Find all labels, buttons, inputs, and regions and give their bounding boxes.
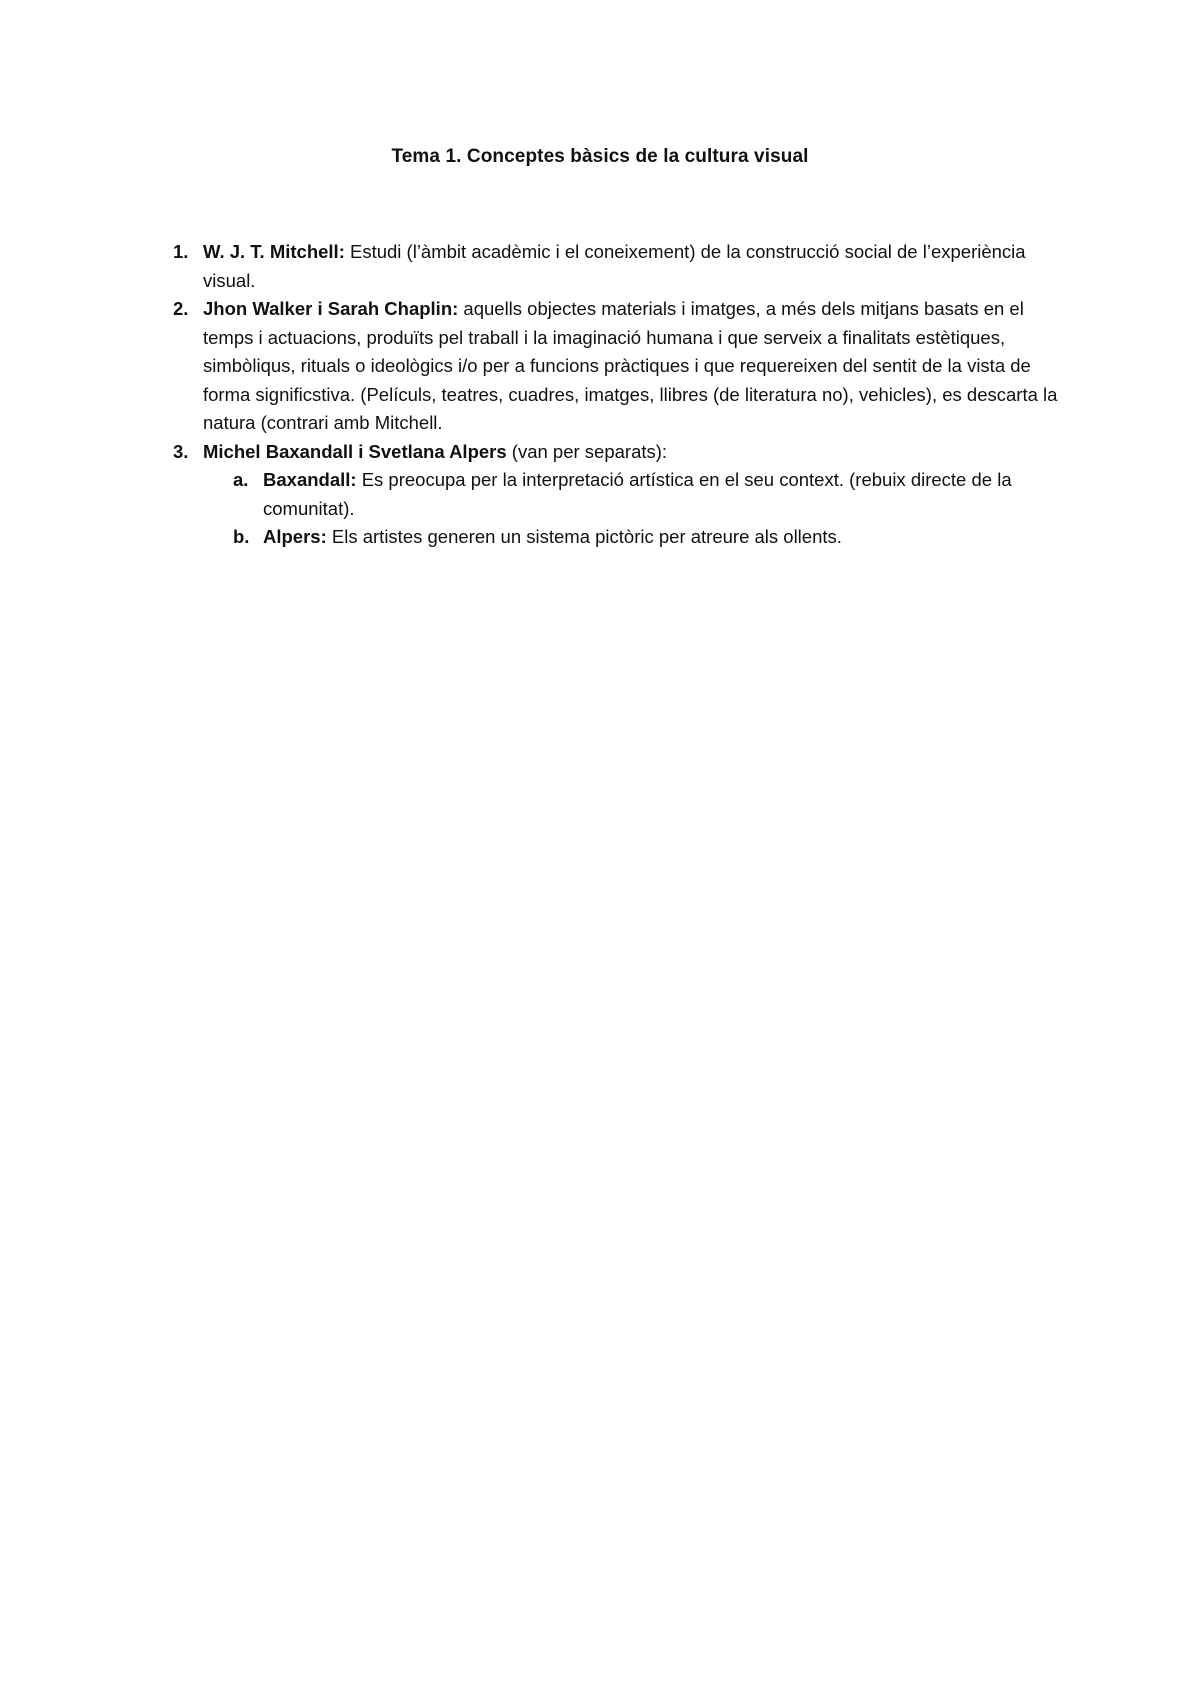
list-item-number: 1.: [173, 241, 189, 262]
list-item-number: 2.: [173, 298, 189, 319]
sub-list-item-author: Baxandall:: [263, 469, 357, 490]
list-item-author: Jhon Walker i Sarah Chaplin:: [203, 298, 459, 319]
sub-list-item-letter: b.: [233, 526, 250, 547]
sub-list-item: [233, 466, 1063, 523]
sub-list-item-letter: a.: [233, 469, 249, 490]
sub-list-item-author: Alpers:: [263, 526, 327, 547]
sub-list-item: [233, 523, 1063, 552]
list-item-author: W. J. T. Mitchell:: [203, 241, 345, 262]
list-item-text: (van per separats):: [506, 440, 668, 462]
sub-list-item-text: Es preocupa per la interpretació artística en el seu context. (rebuix directe de la comunitat).: [263, 469, 1012, 519]
list-item-text: Estudi (l’àmbit acadèmic i el coneixement) de la construcció social de l’experiència visual.: [203, 241, 1026, 291]
list-item-author: Michel Baxandall i Svetlana Alpers: [203, 440, 507, 462]
list-item: [173, 295, 1063, 438]
document-title: Tema 1. Conceptes bàsics de la cultura visual: [391, 146, 809, 167]
list-item-number: 3.: [173, 440, 189, 462]
list-item: [173, 238, 1063, 295]
sub-list-item-text: Els artistes generen un sistema pictòric per atreure als ollents.: [326, 526, 842, 547]
list-item: [173, 438, 1063, 467]
definitions-list: [173, 238, 1063, 552]
list-item-text: aquells objectes materials i imatges, a més dels mitjans basats en el temps i actuacions, produïts pel traball i la imaginació humana i que serveix a finalitats estètiques, simbòliqus, rituals o ideològics i/o per a funcions pràctiques i que requereixen del sentit de la vista de forma significstiva. (Películs, teatres, cuadres, imatges, llibres (de literatura no), vehicles), es descarta la natura (contrari amb Mitchell.: [203, 298, 1058, 433]
